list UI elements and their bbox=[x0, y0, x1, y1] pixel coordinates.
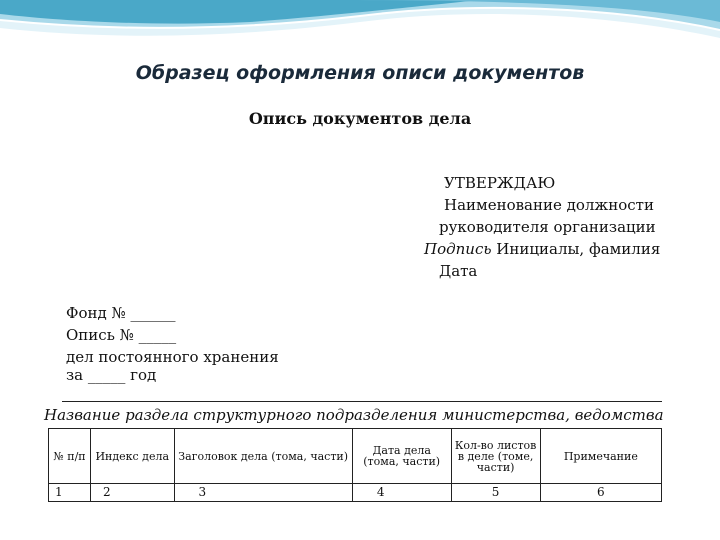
section-name: Название раздела структурного подразделения министерства, ведомства bbox=[44, 406, 664, 424]
column-number-cell: 4 bbox=[352, 484, 451, 502]
opis-number-line: Опись № _____ bbox=[66, 326, 177, 344]
signature-label: Подпись bbox=[424, 240, 492, 258]
approver-signature-line bbox=[424, 240, 660, 258]
header-index: Индекс дела bbox=[90, 429, 174, 484]
table-row bbox=[49, 484, 662, 502]
initials-surname-label: Инициалы, фамилия bbox=[491, 240, 661, 258]
header-date: Дата дела (тома, части) bbox=[352, 429, 451, 484]
decorative-swoosh bbox=[0, 0, 720, 70]
slide-title: Образец оформления описи документов bbox=[135, 62, 585, 84]
column-number-cell: 3 bbox=[174, 484, 352, 502]
storage-type-line: дел постоянного хранения bbox=[66, 348, 279, 366]
header-note: Примечание bbox=[540, 429, 661, 484]
header-sheet-count: Кол-во листов в деле (томе, части) bbox=[451, 429, 540, 484]
year-line: за _____ год bbox=[66, 366, 157, 384]
column-number-cell: 1 bbox=[49, 484, 91, 502]
approve-heading: УТВЕРЖДАЮ bbox=[444, 174, 556, 192]
column-number-cell: 2 bbox=[90, 484, 174, 502]
document-title: Опись документов дела bbox=[248, 109, 472, 128]
inventory-table bbox=[48, 428, 662, 502]
separator-line bbox=[62, 401, 662, 402]
fond-number-line: Фонд № ______ bbox=[66, 304, 176, 322]
header-title: Заголовок дела (тома, части) bbox=[174, 429, 352, 484]
column-number-cell: 6 bbox=[540, 484, 661, 502]
column-number-cell: 5 bbox=[451, 484, 540, 502]
approver-position-line-2: руководителя организации bbox=[439, 218, 656, 236]
approval-date-label: Дата bbox=[439, 262, 478, 280]
header-number: № п/п bbox=[49, 429, 91, 484]
approver-position-line-1: Наименование должности bbox=[444, 196, 654, 214]
table-header-row bbox=[49, 429, 662, 484]
